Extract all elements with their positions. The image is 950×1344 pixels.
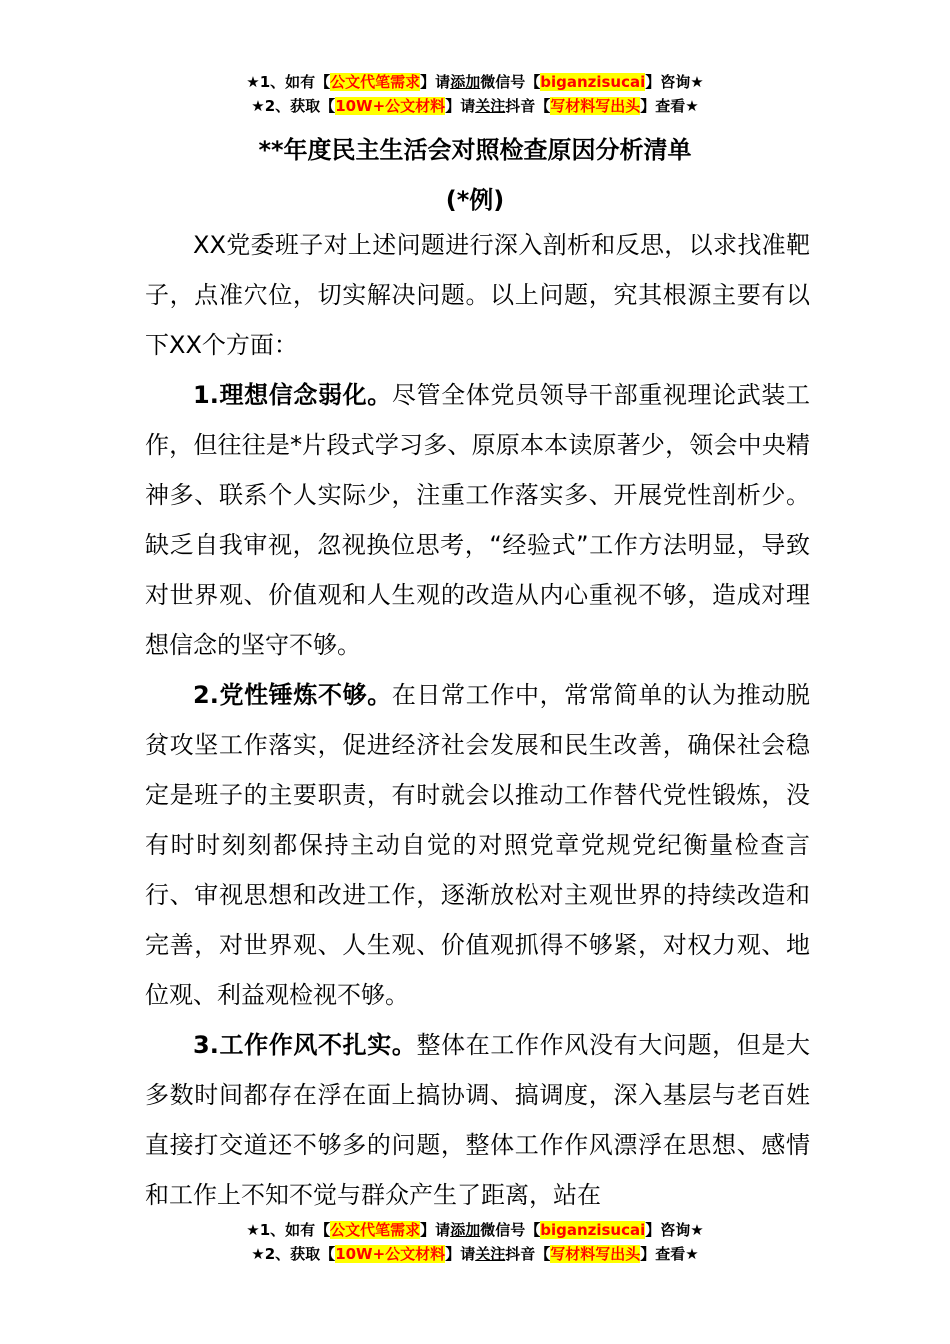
- section-text: 整体在工作作风没有大问题，但是大多数时间都存在浮在面上搞协调、搞调度，深入基层与老百姓直接打交道还不够多的问题，整体工作作风漂浮在思想、感情和工作上不知不觉与群众产生了距离，站在: [145, 1031, 810, 1209]
- promo-text: ★1、如有【: [246, 1221, 331, 1239]
- promo-text: 】请: [420, 1221, 451, 1239]
- section-paragraph-2: [145, 670, 810, 1020]
- promo-highlight: 10W+公文材料: [335, 97, 446, 115]
- promo-highlight: 10W+公文材料: [335, 1245, 446, 1263]
- promo-highlight: 写材料写出头: [550, 1245, 641, 1263]
- promo-text: ★2、获取【: [251, 97, 336, 115]
- promo-banner-top: [0, 70, 950, 118]
- promo-text: 微信号【: [480, 1221, 541, 1239]
- promo-text: 】咨询★: [645, 73, 704, 91]
- promo-line-1: [0, 70, 950, 94]
- promo-text: 】请: [445, 1245, 476, 1263]
- promo-text: 】咨询★: [645, 1221, 704, 1239]
- promo-highlight: 公文代笔需求: [330, 73, 421, 91]
- promo-text: 】查看★: [640, 1245, 699, 1263]
- section-heading: 3.工作作风不扎实。: [193, 1031, 417, 1059]
- section-heading: 2.党性锤炼不够。: [193, 681, 392, 709]
- promo-text: 抖音【: [505, 97, 551, 115]
- promo-text: ★1、如有【: [246, 73, 331, 91]
- promo-line-2: [0, 1242, 950, 1266]
- promo-banner-bottom: [0, 1218, 950, 1266]
- promo-text: ★2、获取【: [251, 1245, 336, 1263]
- promo-text: 】查看★: [640, 97, 699, 115]
- promo-highlight: biganzisucai: [540, 1221, 646, 1239]
- promo-line-1: [0, 1218, 950, 1242]
- intro-paragraph: XX党委班子对上述问题进行深入剖析和反思，以求找准靶子，点准穴位，切实解决问题。以上问题，究其根源主要有以下XX个方面：: [145, 231, 810, 359]
- promo-text: 抖音【: [505, 1245, 551, 1263]
- promo-line-2: [0, 94, 950, 118]
- section-paragraph-3: [145, 1020, 810, 1220]
- promo-highlight: biganzisucai: [540, 73, 646, 91]
- document-subtitle: (*例): [445, 186, 505, 214]
- promo-underline: 关注: [475, 1245, 506, 1263]
- promo-text: 】请: [445, 97, 476, 115]
- section-paragraph-1: [145, 370, 810, 670]
- promo-underline: 关注: [475, 97, 506, 115]
- document-title: **年度民主生活会对照检查原因分析清单: [258, 136, 692, 164]
- document-body: [145, 220, 810, 1220]
- promo-underline: 添加: [450, 1221, 481, 1239]
- promo-text: 】请: [420, 73, 451, 91]
- promo-underline: 添加: [450, 73, 481, 91]
- section-text: 在日常工作中，常常简单的认为推动脱贫攻坚工作落实，促进经济社会发展和民生改善，确保社会稳定是班子的主要职责，有时就会以推动工作替代党性锻炼，没有时时刻刻都保持主动自觉的对照党章党规党纪衡量检查言行、审视思想和改进工作，逐渐放松对主观世界的持续改造和完善，对世界观、人生观、价值观抓得不够紧，对权力观、地位观、利益观检视不够。: [145, 681, 810, 1009]
- promo-highlight: 写材料写出头: [550, 97, 641, 115]
- section-heading: 1.理想信念弱化。: [193, 381, 392, 409]
- section-text: 尽管全体党员领导干部重视理论武装工作，但往往是*片段式学习多、原原本本读原著少，领会中央精神多、联系个人实际少，注重工作落实多、开展党性剖析少。缺乏自我审视，忽视换位思考，“经验式”工作方法明显，导致对世界观、价值观和人生观的改造从内心重视不够，造成对理想信念的坚守不够。: [145, 381, 810, 659]
- promo-highlight: 公文代笔需求: [330, 1221, 421, 1239]
- promo-text: 微信号【: [480, 73, 541, 91]
